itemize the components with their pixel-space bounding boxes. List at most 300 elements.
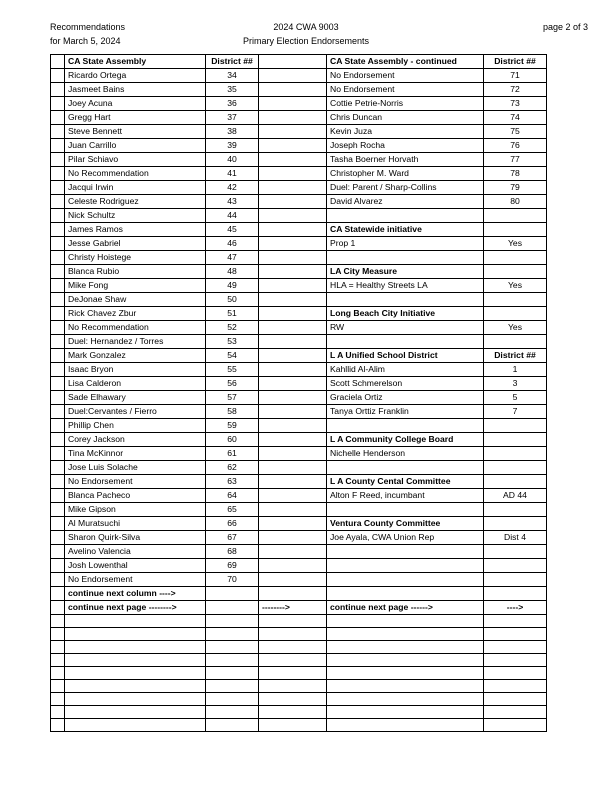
second-column-candidate-cell: David Alvarez bbox=[327, 195, 484, 209]
second-column-district-cell bbox=[484, 573, 547, 587]
assembly-candidate-cell: Jesse Gabriel bbox=[65, 237, 206, 251]
table-row bbox=[51, 223, 547, 237]
second-column-candidate-cell: Christopher M. Ward bbox=[327, 167, 484, 181]
row-index-cell bbox=[51, 601, 65, 615]
table-row bbox=[51, 447, 547, 461]
assembly-candidate-cell: No Recommendation bbox=[65, 167, 206, 181]
second-column-district-cell bbox=[484, 719, 547, 732]
row-index-cell bbox=[51, 377, 65, 391]
second-column-candidate-cell bbox=[327, 503, 484, 517]
endorsements-table-body bbox=[51, 55, 547, 732]
assembly-candidate-cell bbox=[65, 628, 206, 641]
assembly-district-cell: 51 bbox=[206, 307, 259, 321]
spacer-cell bbox=[259, 419, 327, 433]
assembly-candidate-cell bbox=[65, 719, 206, 732]
row-index-cell bbox=[51, 363, 65, 377]
assembly-district-cell: 40 bbox=[206, 153, 259, 167]
second-column-candidate-cell bbox=[327, 545, 484, 559]
second-column-district-cell bbox=[484, 559, 547, 573]
spacer-cell bbox=[259, 680, 327, 693]
table-row bbox=[51, 181, 547, 195]
second-column-district-cell: 79 bbox=[484, 181, 547, 195]
page-number: page 2 of 3 bbox=[542, 22, 588, 32]
assembly-candidate-cell: Nick Schultz bbox=[65, 209, 206, 223]
assembly-district-cell: 45 bbox=[206, 223, 259, 237]
row-index-cell bbox=[51, 335, 65, 349]
second-column-candidate-cell bbox=[327, 587, 484, 601]
second-column-district-cell bbox=[484, 587, 547, 601]
assembly-candidate-cell: Duel:Cervantes / Fierro bbox=[65, 405, 206, 419]
spacer-cell bbox=[259, 641, 327, 654]
assembly-district-cell: 47 bbox=[206, 251, 259, 265]
spacer-cell bbox=[259, 195, 327, 209]
table-row bbox=[51, 628, 547, 641]
header-subtitle: Primary Election Endorsements bbox=[242, 36, 370, 46]
assembly-district-cell: 66 bbox=[206, 517, 259, 531]
assembly-district-cell: 69 bbox=[206, 559, 259, 573]
second-column-district-cell: 80 bbox=[484, 195, 547, 209]
row-index-cell bbox=[51, 307, 65, 321]
assembly-district-cell: 52 bbox=[206, 321, 259, 335]
row-index-cell bbox=[51, 559, 65, 573]
assembly-district-cell: 35 bbox=[206, 83, 259, 97]
second-column-district-cell bbox=[484, 615, 547, 628]
second-column-district-cell: 73 bbox=[484, 97, 547, 111]
assembly-candidate-cell: Celeste Rodriguez bbox=[65, 195, 206, 209]
row-index-cell bbox=[51, 641, 65, 654]
row-index-cell bbox=[51, 251, 65, 265]
second-column-candidate-cell: CA Statewide initiative bbox=[327, 223, 484, 237]
row-index-cell bbox=[51, 265, 65, 279]
assembly-district-cell: 67 bbox=[206, 531, 259, 545]
second-column-district-cell: 78 bbox=[484, 167, 547, 181]
spacer-cell bbox=[259, 237, 327, 251]
table-row bbox=[51, 667, 547, 680]
table-row bbox=[51, 601, 547, 615]
table-row bbox=[51, 475, 547, 489]
row-index-cell bbox=[51, 139, 65, 153]
table-row bbox=[51, 349, 547, 363]
assembly-candidate-cell: No Recommendation bbox=[65, 321, 206, 335]
row-index-cell bbox=[51, 654, 65, 667]
second-column-candidate-cell: RW bbox=[327, 321, 484, 335]
spacer-cell bbox=[259, 349, 327, 363]
second-column-district-cell: 5 bbox=[484, 391, 547, 405]
second-column-candidate-cell: HLA = Healthy Streets LA bbox=[327, 279, 484, 293]
assembly-candidate-cell: continue next column ----> bbox=[65, 587, 206, 601]
second-column-district-cell bbox=[484, 335, 547, 349]
spacer-cell bbox=[259, 153, 327, 167]
second-column-candidate-cell bbox=[327, 559, 484, 573]
row-index-cell bbox=[51, 153, 65, 167]
second-column-district-cell bbox=[484, 307, 547, 321]
row-index-cell bbox=[51, 405, 65, 419]
assembly-district-cell: 48 bbox=[206, 265, 259, 279]
assembly-district-cell: 57 bbox=[206, 391, 259, 405]
spacer-cell bbox=[259, 125, 327, 139]
second-column-candidate-cell bbox=[327, 628, 484, 641]
assembly-candidate-cell: No Endorsement bbox=[65, 475, 206, 489]
assembly-candidate-cell: Mike Gipson bbox=[65, 503, 206, 517]
assembly-district-cell bbox=[206, 693, 259, 706]
table-row bbox=[51, 503, 547, 517]
second-column-candidate-cell: Cottie Petrie-Norris bbox=[327, 97, 484, 111]
table-row bbox=[51, 693, 547, 706]
second-column-candidate-cell: LA City Measure bbox=[327, 265, 484, 279]
table-row bbox=[51, 680, 547, 693]
table-row bbox=[51, 83, 547, 97]
assembly-district-cell: 64 bbox=[206, 489, 259, 503]
assembly-district-cell: 60 bbox=[206, 433, 259, 447]
spacer-cell bbox=[259, 693, 327, 706]
second-column-district-cell: AD 44 bbox=[484, 489, 547, 503]
second-column-candidate-cell bbox=[327, 461, 484, 475]
table-row bbox=[51, 55, 547, 69]
row-index-cell bbox=[51, 628, 65, 641]
second-column-candidate-cell bbox=[327, 251, 484, 265]
second-column-candidate-cell bbox=[327, 419, 484, 433]
assembly-candidate-cell: Lisa Calderon bbox=[65, 377, 206, 391]
second-column-candidate-cell bbox=[327, 335, 484, 349]
second-column-district-cell: 71 bbox=[484, 69, 547, 83]
row-index-cell bbox=[51, 237, 65, 251]
spacer-cell bbox=[259, 321, 327, 335]
row-index-cell bbox=[51, 706, 65, 719]
assembly-candidate-cell: Duel: Hernandez / Torres bbox=[65, 335, 206, 349]
row-index-cell bbox=[51, 279, 65, 293]
second-column-candidate-cell bbox=[327, 719, 484, 732]
assembly-candidate-cell: CA State Assembly bbox=[65, 55, 206, 69]
spacer-cell bbox=[259, 615, 327, 628]
second-column-candidate-cell bbox=[327, 680, 484, 693]
table-row bbox=[51, 641, 547, 654]
assembly-district-cell bbox=[206, 719, 259, 732]
table-row bbox=[51, 461, 547, 475]
spacer-cell bbox=[259, 69, 327, 83]
assembly-candidate-cell: Pilar Schiavo bbox=[65, 153, 206, 167]
spacer-cell bbox=[259, 461, 327, 475]
row-index-cell bbox=[51, 693, 65, 706]
header-title: 2024 CWA 9003 bbox=[273, 22, 339, 32]
second-column-candidate-cell: Scott Schmerelson bbox=[327, 377, 484, 391]
second-column-candidate-cell: Duel: Parent / Sharp-Collins bbox=[327, 181, 484, 195]
assembly-district-cell bbox=[206, 601, 259, 615]
second-column-district-cell: Yes bbox=[484, 237, 547, 251]
second-column-candidate-cell bbox=[327, 641, 484, 654]
table-row bbox=[51, 363, 547, 377]
assembly-district-cell bbox=[206, 641, 259, 654]
second-column-district-cell bbox=[484, 503, 547, 517]
assembly-candidate-cell: Joey Acuna bbox=[65, 97, 206, 111]
assembly-district-cell bbox=[206, 587, 259, 601]
spacer-cell bbox=[259, 545, 327, 559]
spacer-cell bbox=[259, 377, 327, 391]
second-column-candidate-cell: Nichelle Henderson bbox=[327, 447, 484, 461]
spacer-cell bbox=[259, 97, 327, 111]
assembly-candidate-cell bbox=[65, 693, 206, 706]
assembly-district-cell: 62 bbox=[206, 461, 259, 475]
assembly-district-cell: 65 bbox=[206, 503, 259, 517]
row-index-cell bbox=[51, 293, 65, 307]
spacer-cell bbox=[259, 654, 327, 667]
assembly-district-cell: 43 bbox=[206, 195, 259, 209]
endorsements-table bbox=[50, 54, 547, 732]
spacer-cell bbox=[259, 559, 327, 573]
assembly-district-cell: 56 bbox=[206, 377, 259, 391]
second-column-district-cell: ----> bbox=[484, 601, 547, 615]
assembly-district-cell: 63 bbox=[206, 475, 259, 489]
spacer-cell bbox=[259, 251, 327, 265]
row-index-cell bbox=[51, 503, 65, 517]
assembly-candidate-cell: Jacqui Irwin bbox=[65, 181, 206, 195]
second-column-candidate-cell: CA State Assembly - continued bbox=[327, 55, 484, 69]
second-column-district-cell bbox=[484, 517, 547, 531]
assembly-candidate-cell: continue next page --------> bbox=[65, 601, 206, 615]
spacer-cell bbox=[259, 475, 327, 489]
spacer-cell bbox=[259, 391, 327, 405]
spacer-cell bbox=[259, 587, 327, 601]
spacer-cell bbox=[259, 293, 327, 307]
assembly-candidate-cell bbox=[65, 615, 206, 628]
assembly-district-cell: 37 bbox=[206, 111, 259, 125]
second-column-district-cell bbox=[484, 447, 547, 461]
assembly-district-cell: 46 bbox=[206, 237, 259, 251]
table-row bbox=[51, 321, 547, 335]
spacer-cell bbox=[259, 363, 327, 377]
table-row bbox=[51, 545, 547, 559]
second-column-district-cell: Yes bbox=[484, 321, 547, 335]
table-row bbox=[51, 654, 547, 667]
row-index-cell bbox=[51, 69, 65, 83]
assembly-candidate-cell: Al Muratsuchi bbox=[65, 517, 206, 531]
assembly-district-cell: 59 bbox=[206, 419, 259, 433]
assembly-candidate-cell: No Endorsement bbox=[65, 573, 206, 587]
table-row bbox=[51, 153, 547, 167]
assembly-candidate-cell: Tina McKinnor bbox=[65, 447, 206, 461]
assembly-candidate-cell: Phillip Chen bbox=[65, 419, 206, 433]
table-row bbox=[51, 265, 547, 279]
spacer-cell bbox=[259, 181, 327, 195]
spacer-cell bbox=[259, 139, 327, 153]
second-column-district-cell bbox=[484, 680, 547, 693]
spacer-cell bbox=[259, 628, 327, 641]
assembly-district-cell: 44 bbox=[206, 209, 259, 223]
spacer-cell bbox=[259, 447, 327, 461]
assembly-candidate-cell: DeJonae Shaw bbox=[65, 293, 206, 307]
assembly-district-cell: 61 bbox=[206, 447, 259, 461]
spacer-cell: --------> bbox=[259, 601, 327, 615]
second-column-district-cell bbox=[484, 265, 547, 279]
row-index-cell bbox=[51, 55, 65, 69]
assembly-district-cell bbox=[206, 706, 259, 719]
assembly-district-cell: 54 bbox=[206, 349, 259, 363]
assembly-district-cell: District ## bbox=[206, 55, 259, 69]
row-index-cell bbox=[51, 545, 65, 559]
assembly-district-cell: 34 bbox=[206, 69, 259, 83]
row-index-cell bbox=[51, 391, 65, 405]
second-column-district-cell bbox=[484, 628, 547, 641]
spacer-cell bbox=[259, 83, 327, 97]
second-column-district-cell bbox=[484, 693, 547, 706]
second-column-candidate-cell: Alton F Reed, incumbant bbox=[327, 489, 484, 503]
spacer-cell bbox=[259, 55, 327, 69]
second-column-district-cell: 7 bbox=[484, 405, 547, 419]
spacer-cell bbox=[259, 667, 327, 680]
second-column-district-cell bbox=[484, 251, 547, 265]
assembly-candidate-cell: Steve Bennett bbox=[65, 125, 206, 139]
assembly-district-cell bbox=[206, 680, 259, 693]
second-column-candidate-cell: L A Community College Board bbox=[327, 433, 484, 447]
assembly-district-cell: 70 bbox=[206, 573, 259, 587]
row-index-cell bbox=[51, 419, 65, 433]
table-row bbox=[51, 517, 547, 531]
assembly-district-cell: 42 bbox=[206, 181, 259, 195]
spacer-cell bbox=[259, 706, 327, 719]
second-column-district-cell: 3 bbox=[484, 377, 547, 391]
second-column-district-cell bbox=[484, 475, 547, 489]
second-column-district-cell bbox=[484, 654, 547, 667]
spacer-cell bbox=[259, 265, 327, 279]
second-column-candidate-cell: Graciela Ortiz bbox=[327, 391, 484, 405]
second-column-candidate-cell bbox=[327, 209, 484, 223]
table-row bbox=[51, 587, 547, 601]
table-row bbox=[51, 111, 547, 125]
second-column-district-cell: Yes bbox=[484, 279, 547, 293]
assembly-district-cell bbox=[206, 628, 259, 641]
second-column-candidate-cell: Long Beach City Initiative bbox=[327, 307, 484, 321]
spacer-cell bbox=[259, 307, 327, 321]
second-column-candidate-cell: continue next page ------> bbox=[327, 601, 484, 615]
assembly-candidate-cell: Ricardo Ortega bbox=[65, 69, 206, 83]
spacer-cell bbox=[259, 433, 327, 447]
row-index-cell bbox=[51, 531, 65, 545]
row-index-cell bbox=[51, 125, 65, 139]
second-column-district-cell bbox=[484, 706, 547, 719]
assembly-district-cell bbox=[206, 654, 259, 667]
assembly-district-cell: 41 bbox=[206, 167, 259, 181]
spacer-cell bbox=[259, 719, 327, 732]
assembly-candidate-cell: Gregg Hart bbox=[65, 111, 206, 125]
table-row bbox=[51, 719, 547, 732]
second-column-candidate-cell: Tanya Orttiz Franklin bbox=[327, 405, 484, 419]
second-column-district-cell: 75 bbox=[484, 125, 547, 139]
spacer-cell bbox=[259, 279, 327, 293]
spacer-cell bbox=[259, 209, 327, 223]
second-column-district-cell bbox=[484, 293, 547, 307]
header-date: for March 5, 2024 bbox=[50, 36, 121, 46]
assembly-candidate-cell: Sade Elhawary bbox=[65, 391, 206, 405]
assembly-candidate-cell bbox=[65, 641, 206, 654]
row-index-cell bbox=[51, 475, 65, 489]
second-column-candidate-cell bbox=[327, 615, 484, 628]
spacer-cell bbox=[259, 405, 327, 419]
second-column-candidate-cell bbox=[327, 667, 484, 680]
second-column-district-cell: 76 bbox=[484, 139, 547, 153]
second-column-district-cell bbox=[484, 433, 547, 447]
row-index-cell bbox=[51, 181, 65, 195]
second-column-candidate-cell bbox=[327, 573, 484, 587]
assembly-district-cell: 36 bbox=[206, 97, 259, 111]
table-row bbox=[51, 419, 547, 433]
assembly-district-cell: 50 bbox=[206, 293, 259, 307]
spacer-cell bbox=[259, 531, 327, 545]
row-index-cell bbox=[51, 587, 65, 601]
assembly-candidate-cell: Mike Fong bbox=[65, 279, 206, 293]
table-row bbox=[51, 97, 547, 111]
table-row bbox=[51, 209, 547, 223]
row-index-cell bbox=[51, 489, 65, 503]
header-recommendations: Recommendations bbox=[50, 22, 126, 32]
spacer-cell bbox=[259, 111, 327, 125]
spacer-cell bbox=[259, 503, 327, 517]
row-index-cell bbox=[51, 111, 65, 125]
second-column-district-cell: 72 bbox=[484, 83, 547, 97]
table-row bbox=[51, 377, 547, 391]
row-index-cell bbox=[51, 433, 65, 447]
assembly-district-cell: 55 bbox=[206, 363, 259, 377]
second-column-candidate-cell: No Endorsement bbox=[327, 83, 484, 97]
assembly-candidate-cell: Rick Chavez Zbur bbox=[65, 307, 206, 321]
spacer-cell bbox=[259, 167, 327, 181]
table-row bbox=[51, 405, 547, 419]
row-index-cell bbox=[51, 461, 65, 475]
assembly-district-cell bbox=[206, 667, 259, 680]
row-index-cell bbox=[51, 349, 65, 363]
row-index-cell bbox=[51, 223, 65, 237]
assembly-candidate-cell bbox=[65, 654, 206, 667]
second-column-candidate-cell: Tasha Boerner Horvath bbox=[327, 153, 484, 167]
table-row bbox=[51, 139, 547, 153]
second-column-candidate-cell bbox=[327, 654, 484, 667]
table-row bbox=[51, 195, 547, 209]
table-row bbox=[51, 573, 547, 587]
table-row bbox=[51, 251, 547, 265]
second-column-candidate-cell: Ventura County Committee bbox=[327, 517, 484, 531]
second-column-district-cell: 77 bbox=[484, 153, 547, 167]
table-row bbox=[51, 293, 547, 307]
row-index-cell bbox=[51, 83, 65, 97]
row-index-cell bbox=[51, 209, 65, 223]
second-column-candidate-cell: No Endorsement bbox=[327, 69, 484, 83]
second-column-district-cell bbox=[484, 209, 547, 223]
second-column-candidate-cell: Kahllid Al-Alim bbox=[327, 363, 484, 377]
second-column-candidate-cell: Prop 1 bbox=[327, 237, 484, 251]
row-index-cell bbox=[51, 517, 65, 531]
table-row bbox=[51, 167, 547, 181]
assembly-district-cell: 68 bbox=[206, 545, 259, 559]
table-row bbox=[51, 433, 547, 447]
table-row bbox=[51, 69, 547, 83]
assembly-candidate-cell bbox=[65, 667, 206, 680]
assembly-candidate-cell: Sharon Quirk-Silva bbox=[65, 531, 206, 545]
second-column-district-cell bbox=[484, 461, 547, 475]
assembly-candidate-cell: Juan Carrillo bbox=[65, 139, 206, 153]
second-column-candidate-cell: Kevin Juza bbox=[327, 125, 484, 139]
spacer-cell bbox=[259, 335, 327, 349]
assembly-candidate-cell: Jasmeet Bains bbox=[65, 83, 206, 97]
spacer-cell bbox=[259, 517, 327, 531]
table-row bbox=[51, 307, 547, 321]
row-index-cell bbox=[51, 615, 65, 628]
second-column-candidate-cell: L A County Cental Committee bbox=[327, 475, 484, 489]
second-column-candidate-cell: Joe Ayala, CWA Union Rep bbox=[327, 531, 484, 545]
row-index-cell bbox=[51, 167, 65, 181]
assembly-district-cell bbox=[206, 615, 259, 628]
second-column-candidate-cell bbox=[327, 293, 484, 307]
second-column-district-cell: 74 bbox=[484, 111, 547, 125]
assembly-candidate-cell: Isaac Bryon bbox=[65, 363, 206, 377]
assembly-candidate-cell: Corey Jackson bbox=[65, 433, 206, 447]
